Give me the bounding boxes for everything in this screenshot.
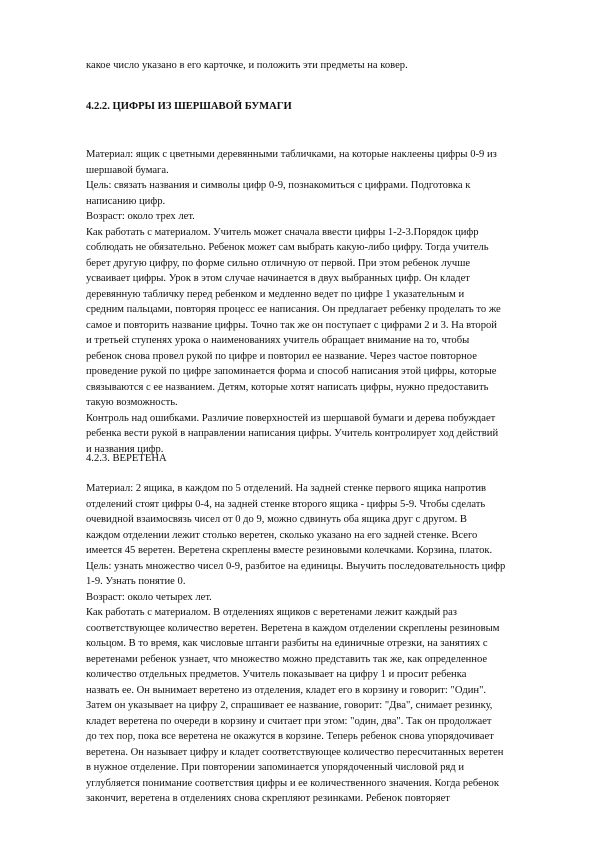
text-line: связываются с ее названием. Детям, которые хотят написать цифры, нужно предоставить — [86, 381, 489, 393]
text-line: Контроль над ошибками. Различие поверхностей из шершавой бумаги и дерева побуждает — [86, 412, 496, 424]
text-line: средним пальцами, повторяя процесс ее написания. Он предлагает ребенку проделать то же — [86, 304, 501, 315]
text-line: в нужное отделение. При повторении запоминается упорядоченный числовой ряд и — [86, 762, 465, 773]
text-line: 1-9. Узнать понятие 0. — [86, 576, 186, 587]
text-line: Возраст: около трех лет. — [86, 211, 195, 222]
text-line: кладет веретена по очереди в корзину и считает при этом: "один, два". Так он продолжает — [86, 715, 492, 727]
text-line: до тех пор, пока все веретена не окажутся в корзине. Теперь ребенок снова упорядочивает — [86, 731, 494, 742]
text-line: имеется 45 веретен. Веретена скреплены вместе резиновыми колечками. Корзина, платок. — [86, 545, 493, 556]
text-line: соблюдать не обязательно. Ребенок может сам выбрать какую-либо цифру. Тогда учитель — [86, 242, 489, 253]
text-line: кольцом. В то время, как числовые штанги разбиты на единичные отрезки, на занятиях с — [86, 638, 488, 649]
section-heading-4-2-2: 4.2.2. ЦИФРЫ ИЗ ШЕРШАВОЙ БУМАГИ — [86, 101, 292, 112]
section-body-4-2-3 — [86, 481, 548, 807]
text-line: отделений стоят цифры 0-4, на задней стенке второго ящика - цифры 5-9. Чтобы сделать — [86, 498, 486, 510]
text-line: такую возможность. — [86, 397, 178, 408]
text-line: ребенок снова провел рукой по цифре и повторил ее название. Через частое повторное — [86, 350, 477, 362]
text-line: усваивает цифры. Урок в этом случае начинается в двух выбранных цифр. Он кладет — [86, 273, 470, 284]
text-line: какое число указано в его карточке, и положить эти предметы на ковер. — [86, 60, 408, 71]
text-line: Как работать с материалом. В отделениях ящиков с веретенами лежит каждый раз — [86, 607, 457, 618]
text-line: углубляется понимание соответствия цифры и ее количественного значения. Когда ребенок — [86, 777, 499, 789]
section-body-4-2-2 — [86, 147, 548, 457]
text-line: шершавой бумага. — [86, 164, 169, 176]
text-line: количество отдельных предметов. Учитель показывает на цифру 1 и просит ребенка — [86, 669, 467, 680]
text-line: назвать ее. Он вынимает веретено из отделения, кладет его в корзину и говорит: "Один". — [86, 684, 487, 696]
text-line: проведение рукой по цифре запоминается форма и способ написания этой цифры, которые — [86, 366, 497, 377]
text-line: Возраст: около четырех лет. — [86, 591, 212, 603]
section-heading-4-2-3: 4.2.3. ВЕРЕТЕНА — [86, 453, 167, 464]
text-line: каждом отделении лежит столько веретен, сколько указано на его задней стенке. Всего — [86, 529, 478, 541]
text-line: самое и повторить название цифры. Точно так же он поступает с цифрами 2 и 3. На второй — [86, 319, 497, 331]
lead-paragraph — [86, 58, 548, 74]
text-line: закончит, веретена в отделениях снова скрепляют резинками. Ребенок повторяет — [86, 793, 450, 804]
text-line: веретенами ребенок узнает, что множество можно представить так же, как определенное — [86, 653, 488, 665]
text-line: ребенка вести рукой в направлении написания цифры. Учитель контролирует ход действий — [86, 428, 499, 439]
text-line: соответствующее количество веретен. Веретена в каждом отделении скреплены резиновым — [86, 622, 500, 634]
text-line: и третьей ступенях урока о наименованиях учитель обращает внимание на то, чтобы — [86, 335, 470, 346]
text-line: написанию цифр. — [86, 195, 166, 207]
text-line: веретена. Он называет цифру и кладет соответствующее количество пересчитанных веретен — [86, 746, 504, 758]
text-line: Материал: 2 ящика, в каждом по 5 отделений. На задней стенке первого ящика напротив — [86, 483, 487, 494]
text-line: Затем он указывает на цифру 2, спрашивает ее название, говорит: "Два", снимает резинку, — [86, 700, 493, 711]
text-line: Как работать с материалом. Учитель может сначала ввести цифры 1-2-3.Порядок цифр — [86, 226, 479, 238]
text-line: Цель: связать названия и символы цифр 0-9, познакомиться с цифрами. Подготовка к — [86, 180, 471, 191]
text-line: и названия цифр. — [86, 443, 164, 455]
text-line: деревянную табличку перед ребенком и медленно ведет по цифре 1 указательным и — [86, 288, 465, 300]
text-line: Материал: ящик с цветными деревянными табличками, на которые наклеены цифры 0-9 из — [86, 149, 497, 160]
text-line: берет другую цифру, по форме сильно отличную от первой. При этом ребенок лучше — [86, 257, 471, 269]
text-line: очевидной взаимосвязь чисел от 0 до 9, можно сдвинуть оба ящика друг с другом. В — [86, 514, 467, 525]
text-line: Цель: узнать множество чисел 0-9, разбитое на единицы. Выучить последовательность цифр — [86, 560, 506, 572]
